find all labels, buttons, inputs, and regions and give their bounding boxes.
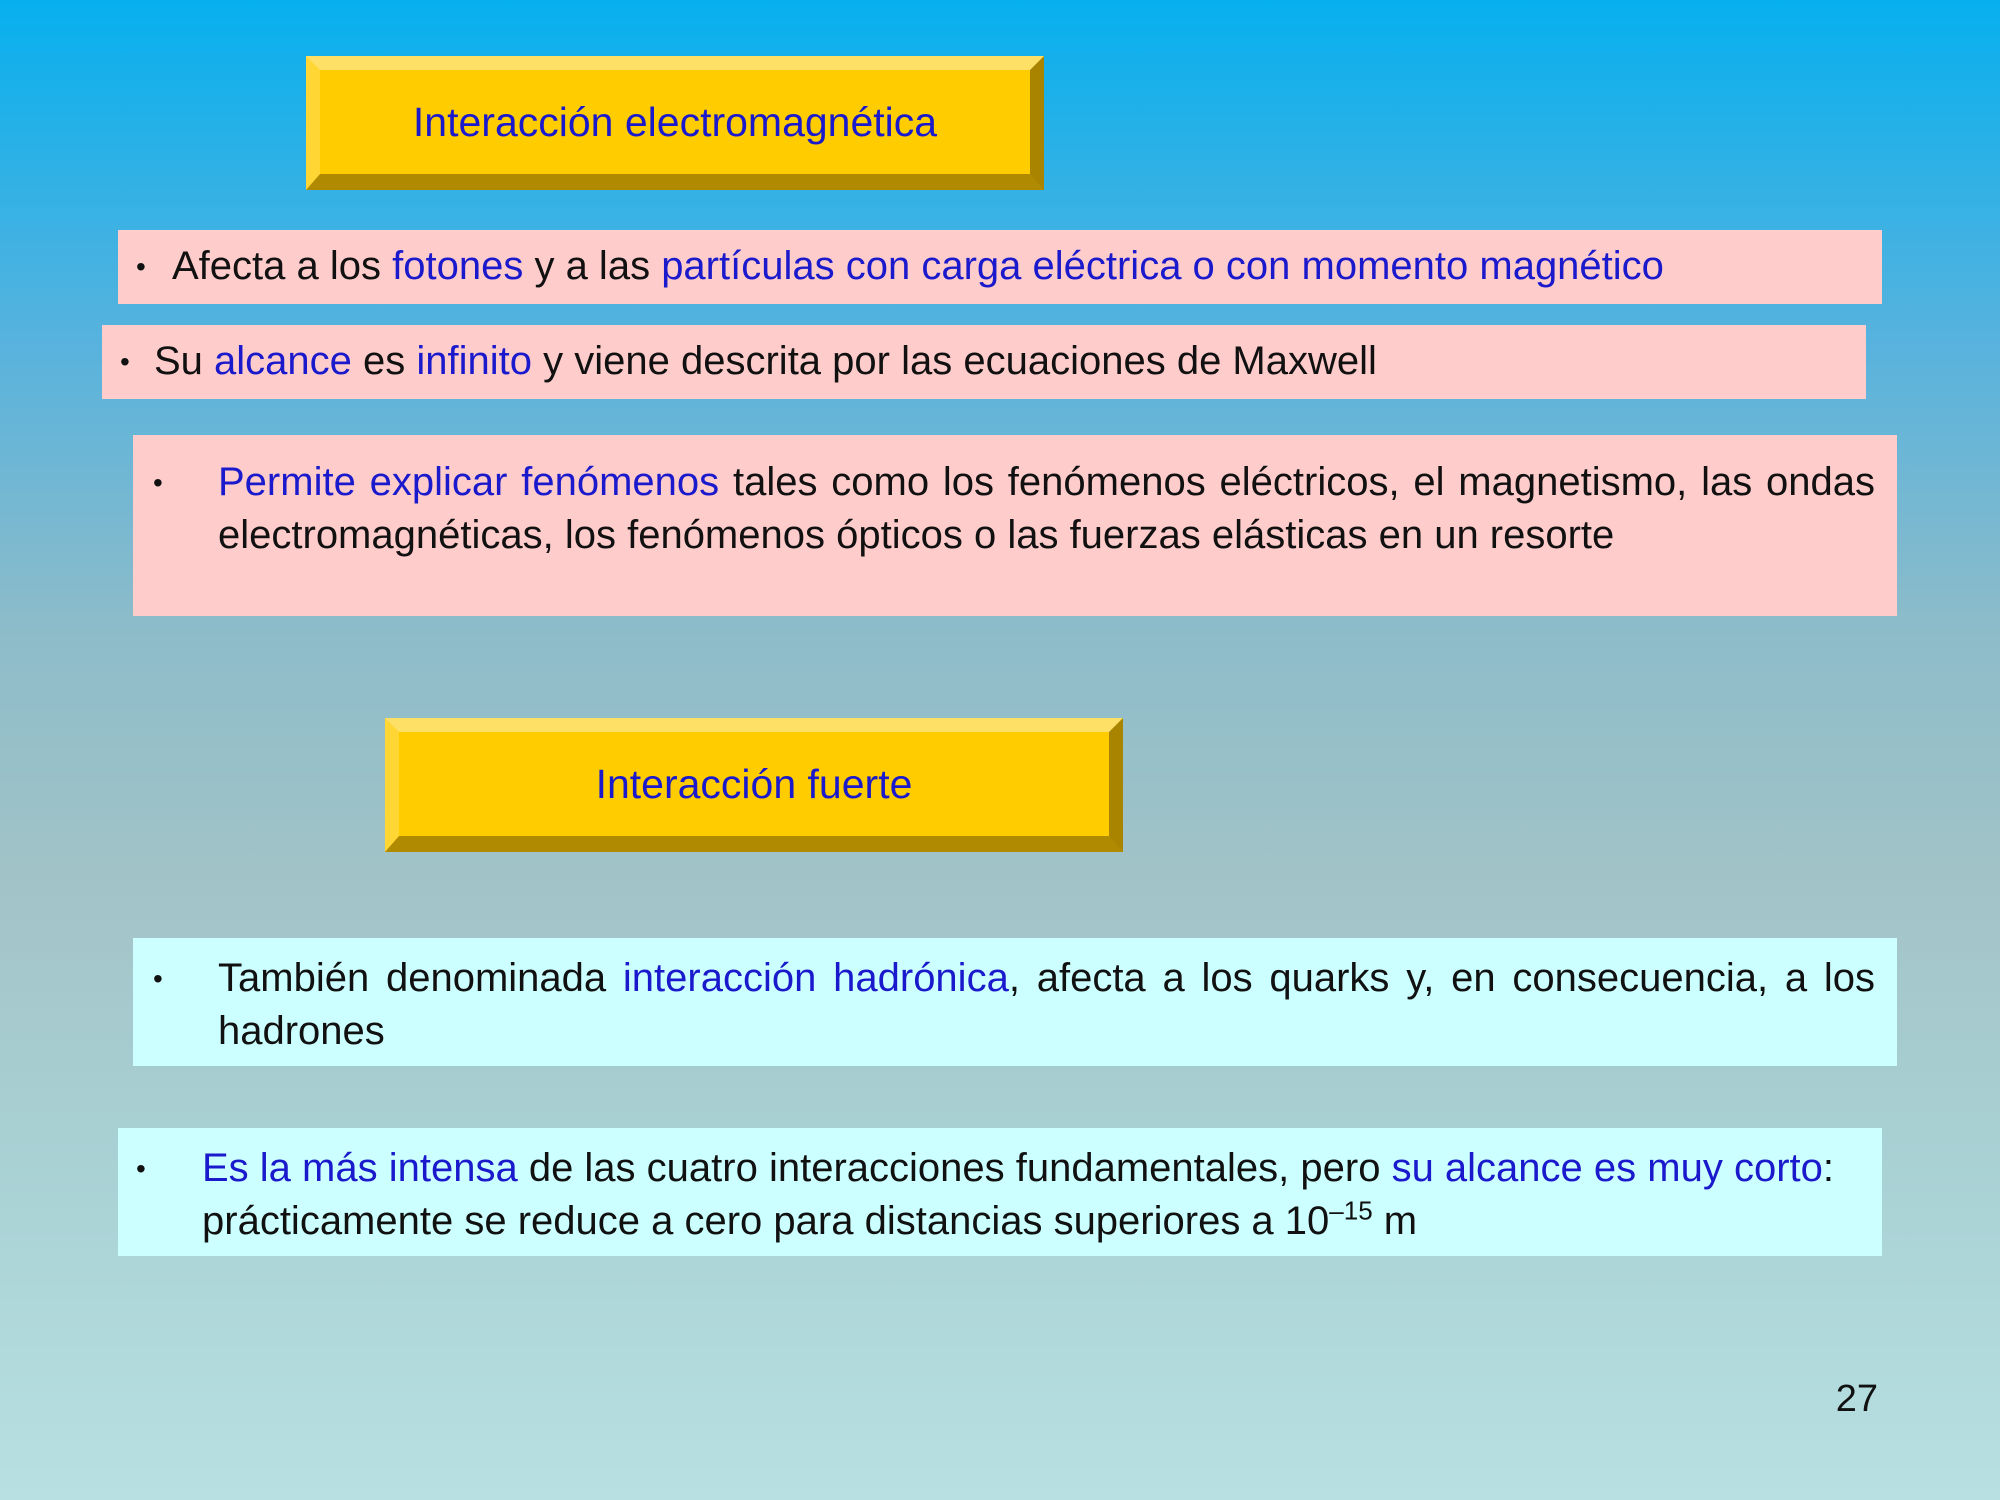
bullet-text xyxy=(172,244,1664,288)
bullet-box xyxy=(102,325,1866,399)
bullet-icon: • xyxy=(120,346,130,377)
bullet-box xyxy=(118,230,1882,304)
bullet-item xyxy=(118,1142,1882,1248)
bullet-text xyxy=(202,1146,1834,1243)
bullet-text xyxy=(218,956,1875,1053)
highlighted-text: Permite explicar fenómenos xyxy=(218,460,720,504)
plain-text: , afecta a los quarks y, en consecuencia, a los hadrones xyxy=(218,956,1876,1053)
plain-text: de las cuatro interacciones fundamentales, pero xyxy=(517,1146,1392,1190)
bullet-text xyxy=(154,339,1377,383)
highlighted-text: partículas con carga eléctrica o con momento magnético xyxy=(661,244,1664,288)
section-title-text: Interacción electromagnética xyxy=(412,98,938,145)
bullet-box xyxy=(118,1128,1882,1256)
plain-text: Su xyxy=(154,339,215,383)
highlighted-text: Es la más intensa xyxy=(202,1146,518,1190)
highlighted-text: alcance xyxy=(214,339,352,383)
bullet-icon: • xyxy=(153,467,163,498)
highlighted-text: infinito xyxy=(416,339,533,383)
bullet-item xyxy=(102,335,1866,388)
bullet-icon: • xyxy=(136,1153,146,1184)
bullet-item xyxy=(118,240,1882,293)
section-title-strong xyxy=(385,718,1123,852)
highlighted-text: interacción hadrónica xyxy=(622,956,1009,1000)
plain-text: Afecta a los xyxy=(172,244,393,288)
bullet-box xyxy=(133,435,1897,616)
plain-text: y viene descrita por las ecuaciones de Maxwell xyxy=(532,339,1377,383)
bullet-icon: • xyxy=(136,251,146,282)
page-number: 27 xyxy=(1835,1378,1878,1420)
plain-text: es xyxy=(351,339,417,383)
bullet-icon: • xyxy=(153,963,163,994)
plain-text: : prácticamente se reduce a cero para distancias superiores a 10 xyxy=(202,1146,1834,1243)
section-title-text: Interacción fuerte xyxy=(595,760,913,807)
bullet-item xyxy=(133,952,1897,1058)
plain-text: m xyxy=(1372,1199,1418,1243)
highlighted-text: fotones xyxy=(392,244,524,288)
highlighted-text: su alcance es muy corto xyxy=(1391,1146,1823,1190)
exponent-text: –15 xyxy=(1329,1195,1373,1226)
plain-text: y a las xyxy=(523,244,662,288)
bullet-item xyxy=(133,456,1897,562)
plain-text: También denominada xyxy=(218,956,623,1000)
bullet-text xyxy=(218,460,1875,557)
bullet-box xyxy=(133,938,1897,1066)
section-title-electromagnetic xyxy=(306,56,1044,190)
plain-text: tales como los fenómenos eléctricos, el magnetismo, las ondas electromagnéticas, los fenómenos ópticos o las fuerzas elásticas en un resorte xyxy=(218,460,1875,557)
